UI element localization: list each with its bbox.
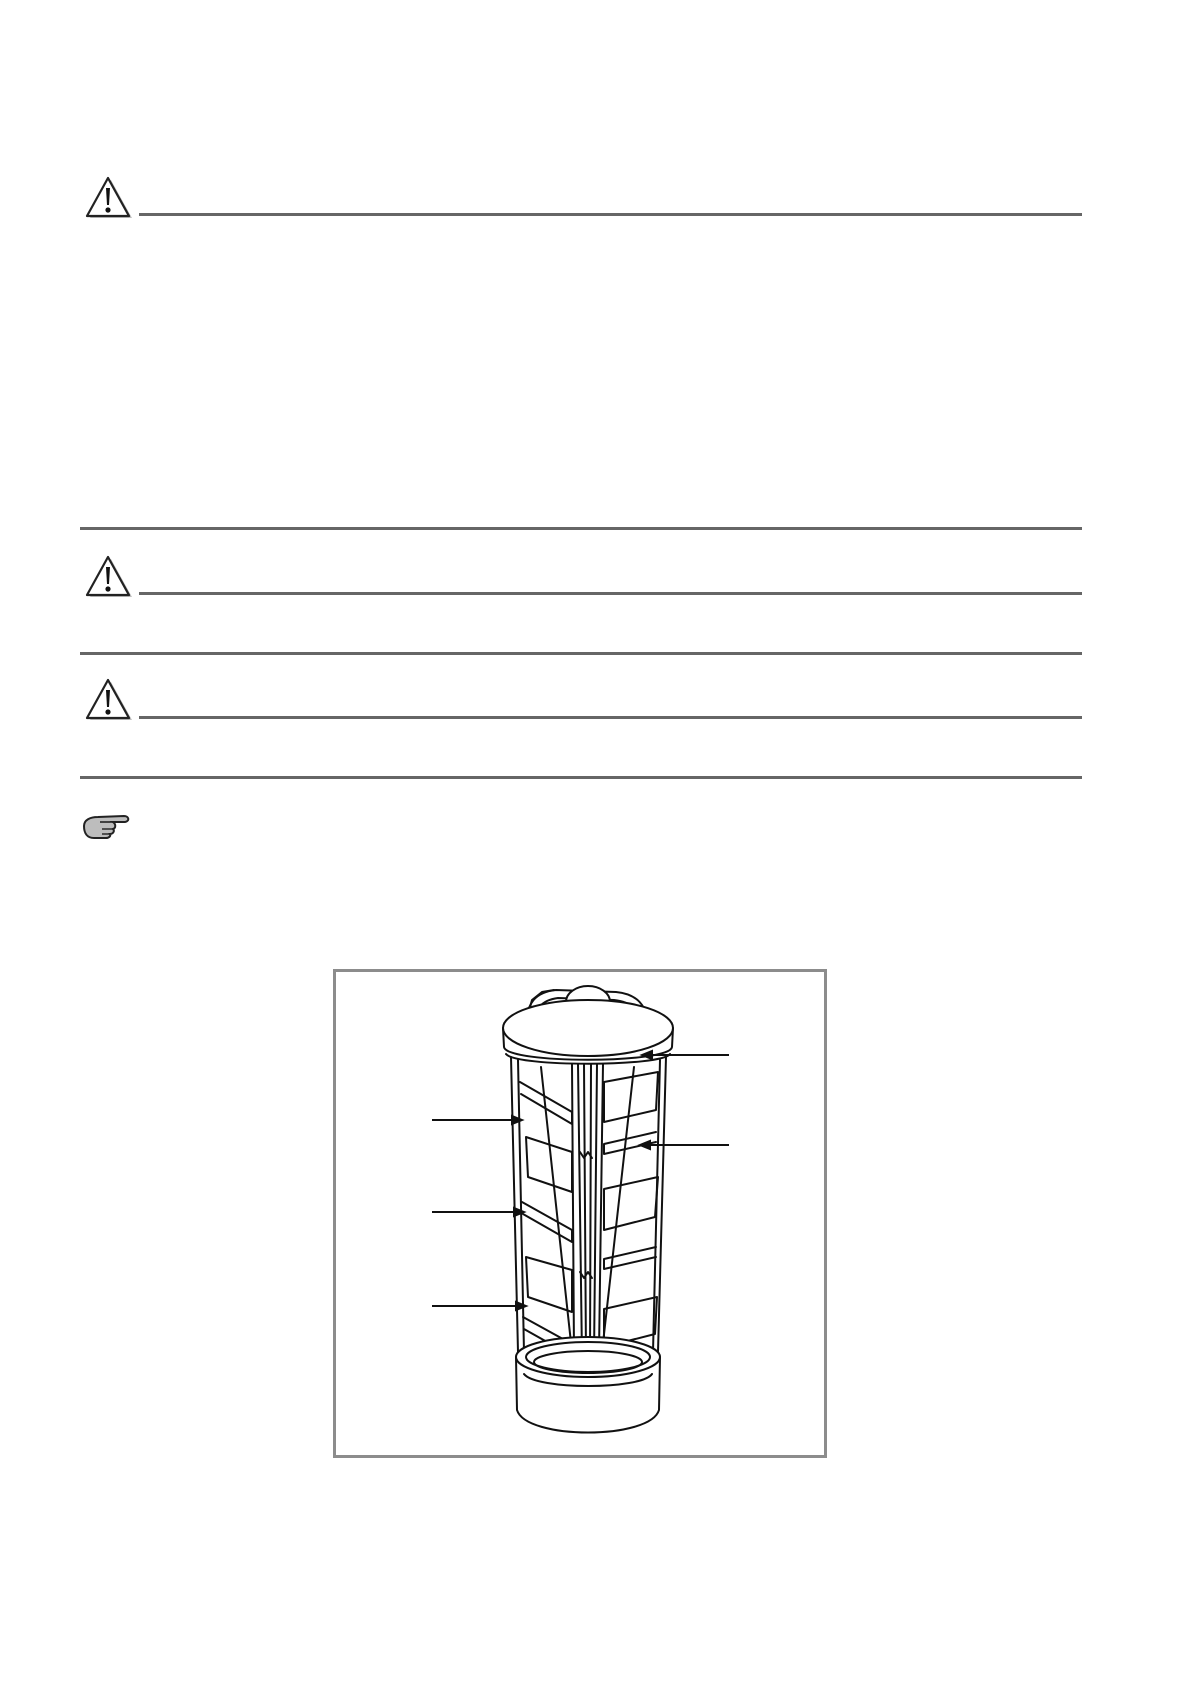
figure-frame [333,969,827,1458]
warning-footer-rule [80,527,1082,530]
warning-triangle-icon [84,678,134,724]
warning-triangle-icon [84,555,134,601]
warning-footer-rule [80,776,1082,779]
warning-triangle-icon [84,176,134,222]
filter-cartridge-illustration [336,972,824,1455]
warning-footer-rule [80,652,1082,655]
warning-header-rule [139,213,1082,216]
pointing-hand-icon [80,812,140,840]
warning-header-rule [139,592,1082,595]
warning-header-rule [139,716,1082,719]
